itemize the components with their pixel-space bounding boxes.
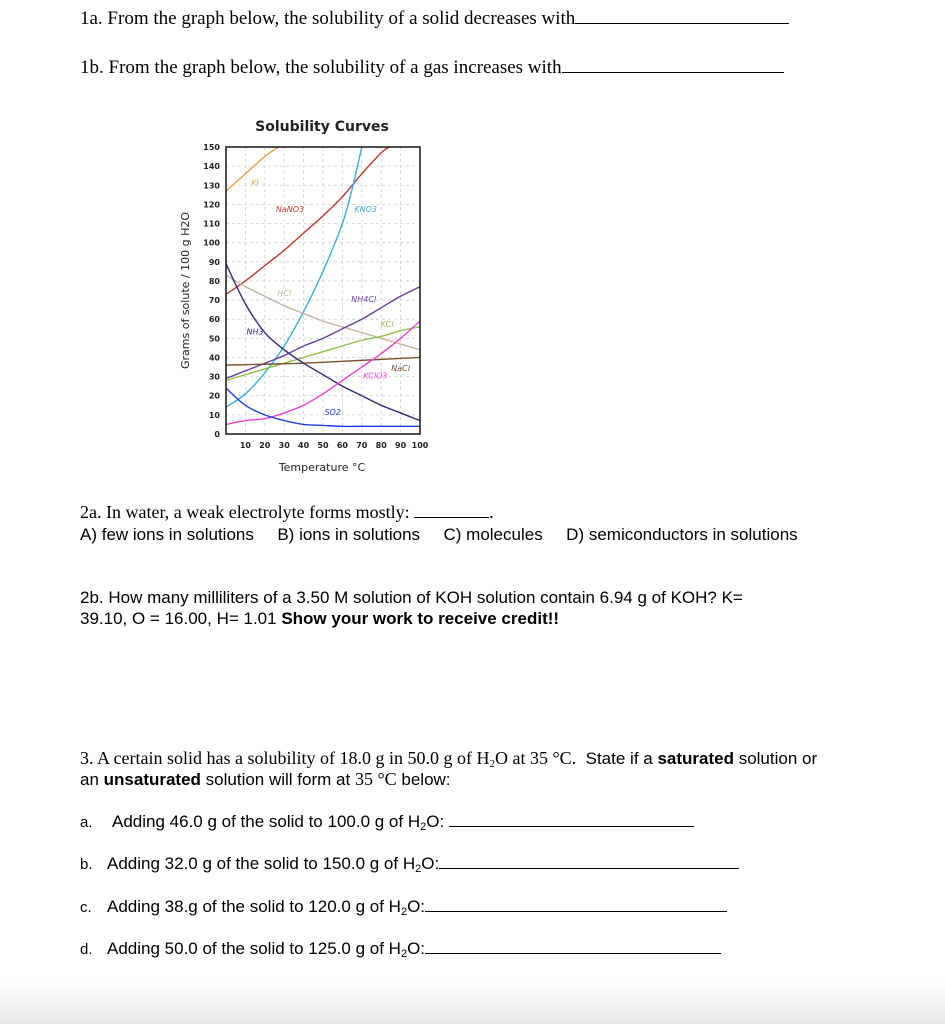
q3b-text: Adding 32.0 g of the solid to 150.0 g of H xyxy=(107,854,416,873)
q3-l2-c: below: xyxy=(396,770,451,789)
question-2a xyxy=(80,502,494,523)
y-tick-label: 100 xyxy=(203,238,220,248)
q3-text-a: 3. A certain solid has a solubility of 18.0 g in 50.0 g of H xyxy=(80,748,490,768)
series-label-so2: SO2 xyxy=(324,407,341,417)
x-tick-label: 80 xyxy=(375,441,387,450)
x-tick-label: 50 xyxy=(317,441,329,450)
q3-l2-temp: 35 °C xyxy=(354,769,397,789)
q3d-tail: O: xyxy=(407,939,426,958)
y-tick-label: 90 xyxy=(208,257,220,267)
x-tick-label: 10 xyxy=(239,441,251,450)
series-label-kno3: KNO3 xyxy=(354,205,377,215)
q3-saturated: saturated xyxy=(657,749,734,768)
y-tick-label: 80 xyxy=(208,276,220,286)
x-axis-label: Temperature °C xyxy=(278,461,366,474)
question-3-line2 xyxy=(80,769,451,790)
x-tick-label: 100 xyxy=(411,441,429,450)
q3a-text: Adding 46.0 g of the solid to 100.0 g of H xyxy=(112,812,421,831)
x-tick-label: 40 xyxy=(298,441,310,450)
x-tick-label: 20 xyxy=(259,441,271,450)
answer-blank-1a[interactable] xyxy=(575,22,789,24)
y-tick-label: 120 xyxy=(203,200,220,210)
question-3b xyxy=(80,854,739,874)
q3a-tail: O: xyxy=(426,812,449,831)
q3c-label: c. xyxy=(80,899,92,916)
y-tick-label: 10 xyxy=(208,410,220,420)
q3d-text: Adding 50.0 of the solid to 125.0 g of H xyxy=(107,939,401,958)
y-tick-label: 110 xyxy=(203,219,220,229)
question-2b-instruction: Show your work to receive credit!! xyxy=(281,609,560,628)
series-label-kcl: KCl xyxy=(380,319,394,329)
q3b-label: b. xyxy=(80,856,93,873)
question-3-line1 xyxy=(80,748,817,769)
series-label-ki: KI xyxy=(251,178,259,188)
q3-text-b: O at 35 °C. xyxy=(494,748,577,768)
question-2a-period: . xyxy=(489,502,494,522)
q3d-sub: 2 xyxy=(400,948,408,960)
solubility-chart xyxy=(170,110,440,480)
y-tick-label: 130 xyxy=(203,181,220,191)
series-label-hcl: HCl xyxy=(277,289,292,299)
series-label-nacl: NaCl xyxy=(391,363,410,373)
series-label-kclo3: KClO3 xyxy=(363,371,388,381)
chart-title: Solubility Curves xyxy=(255,119,389,135)
y-axis-label: Grams of solute / 100 g H2O xyxy=(179,212,192,369)
question-3c xyxy=(80,897,727,917)
q3a-label: a. xyxy=(80,814,93,831)
y-tick-label: 0 xyxy=(214,430,220,439)
y-tick-label: 20 xyxy=(208,391,220,401)
answer-blank-2a[interactable] xyxy=(414,516,489,518)
series-label-nh3: NH3 xyxy=(246,327,264,337)
q3-text-d: solution or xyxy=(733,749,818,768)
answer-blank-1b[interactable] xyxy=(562,71,784,73)
q3-unsaturated: unsaturated xyxy=(103,770,201,789)
q3b-sub: 2 xyxy=(415,863,422,875)
q3c-sub: 2 xyxy=(400,906,408,918)
option-d[interactable]: D) semiconductors in solutions xyxy=(566,525,798,544)
question-2b-constants: 39.10, O = 16.00, H= 1.01 xyxy=(80,609,282,628)
answer-blank-3a[interactable] xyxy=(449,825,694,827)
solubility-chart-svg xyxy=(170,110,440,480)
q3d-label: d. xyxy=(80,941,93,958)
x-tick-label: 60 xyxy=(336,441,348,450)
question-1b-text: 1b. From the graph below, the solubility of a gas increases with xyxy=(80,57,562,78)
question-2b-line1: 2b. How many milliliters of a 3.50 M solution of KOH solution contain 6.94 g of KOH? K= xyxy=(80,588,743,607)
q3c-text: Adding 38.g of the solid to 120.0 g of H xyxy=(107,897,401,916)
q3c-tail: O: xyxy=(407,897,426,916)
curve-kno3 xyxy=(226,147,362,407)
question-1b xyxy=(80,57,784,79)
y-tick-label: 60 xyxy=(208,315,220,325)
x-tick-label: 30 xyxy=(278,441,290,450)
option-b[interactable]: B) ions in solutions xyxy=(277,525,421,544)
question-2a-prompt: 2a. In water, a weak electrolyte forms mostly: xyxy=(80,502,410,522)
q3b-tail: O: xyxy=(421,854,440,873)
question-2b-line2 xyxy=(80,609,559,629)
y-tick-label: 140 xyxy=(203,162,220,172)
q3-l2-a: an xyxy=(80,770,104,789)
q3a-sub: 2 xyxy=(420,821,427,833)
series-label-nano3: NaNO3 xyxy=(275,205,305,215)
y-tick-label: 150 xyxy=(203,143,220,152)
y-tick-label: 70 xyxy=(208,296,220,306)
x-tick-label: 70 xyxy=(356,441,368,450)
y-tick-label: 40 xyxy=(208,353,220,363)
q3-sub: 2 xyxy=(489,758,495,770)
q3-l2-b: solution will form at xyxy=(200,770,355,789)
x-tick-label: 90 xyxy=(395,441,407,450)
question-1a-text: 1a. From the graph below, the solubility of a solid decreases with xyxy=(80,8,576,29)
option-c[interactable]: C) molecules xyxy=(443,525,543,544)
q3-text-c: State if a xyxy=(576,749,658,768)
y-tick-label: 30 xyxy=(208,372,220,382)
series-label-nh4cl: NH4Cl xyxy=(351,294,377,304)
answer-blank-3c[interactable] xyxy=(425,910,727,912)
question-1a xyxy=(80,8,789,30)
question-3d xyxy=(80,939,721,959)
answer-blank-3d[interactable] xyxy=(425,952,721,954)
question-2a-options xyxy=(80,525,798,545)
question-3a xyxy=(80,812,694,832)
page-bottom-shadow xyxy=(0,979,945,1024)
answer-blank-3b[interactable] xyxy=(439,867,739,869)
option-a[interactable]: A) few ions in solutions xyxy=(80,525,254,544)
y-tick-label: 50 xyxy=(208,334,220,344)
